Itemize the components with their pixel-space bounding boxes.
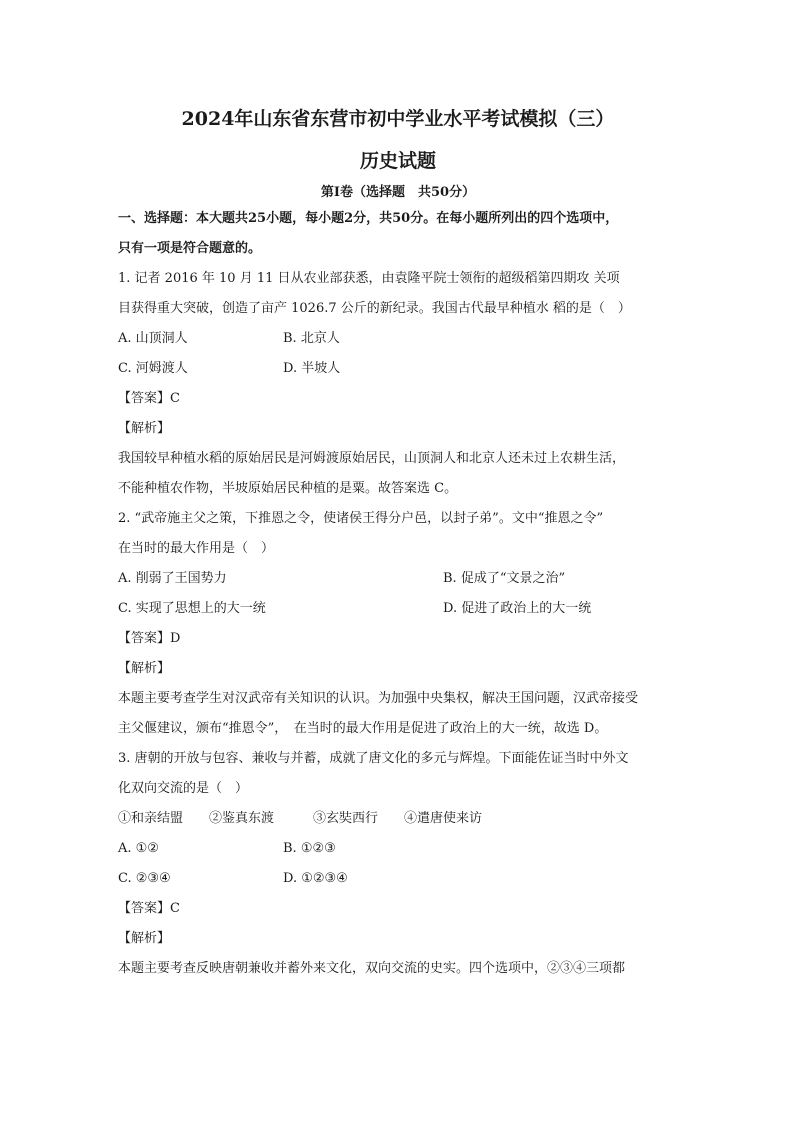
exam-subtitle: 历史试题 <box>359 150 436 172</box>
exam-title: 2024年山东省东营市初中学业水平考试模拟（三） <box>181 108 615 130</box>
instruction-line: 只有一项是符合题意的。 <box>118 241 262 256</box>
option-a: A. 削弱了王国势力 <box>118 571 227 586</box>
analysis-text: 我国较早种植水稻的原始居民是河姆渡原始居民，山顶洞人和北京人还未过上农耕生活， <box>118 451 626 466</box>
question-stem: 1. 记者 2016 年 10 月 11 日从农业部获悉，由袁隆平院士领衔的超级稻第四期攻 关项 <box>118 271 620 286</box>
question-stem: 在当时的最大作用是（ ） <box>118 541 275 556</box>
option-c: C. 实现了思想上的大一统 <box>118 601 266 616</box>
question-stem: 化双向交流的是（ ） <box>118 781 249 796</box>
question-items: ①和亲结盟 ②鉴真东渡 ③玄奘西行 ④遣唐使来访 <box>118 811 483 826</box>
question-3 <box>118 744 678 984</box>
question-stem: 3. 唐朝的开放与包容、兼收与并蓄，成就了唐文化的多元与辉煌。下面能佐证当时中外文 <box>118 751 629 766</box>
instructions <box>118 204 678 264</box>
option-c: C. 河姆渡人 <box>118 361 188 376</box>
answer-label: 【答案】C <box>118 901 180 916</box>
question-2 <box>118 504 678 744</box>
question-stem: 目获得重大突破，创造了亩产 1026.7 公斤的新纪录。我国古代最早种植水 稻的是（ ） <box>118 301 631 316</box>
option-b: B. ①②③ <box>283 841 336 856</box>
analysis-text: 本题主要考查学生对汉武帝有关知识的认识。为加强中央集权，解决王国问题，汉武帝接受 <box>118 691 639 706</box>
answer-label: 【答案】D <box>118 631 181 646</box>
analysis-label: 【解析】 <box>118 661 171 676</box>
page-content <box>118 106 678 984</box>
question-1 <box>118 264 678 504</box>
answer-label: 【答案】C <box>118 391 180 406</box>
option-d: D. ①②③④ <box>283 871 348 886</box>
option-d: D. 促进了政治上的大一统 <box>443 601 592 616</box>
option-row <box>118 564 678 594</box>
option-d: D. 半坡人 <box>283 361 341 376</box>
option-c: C. ②③④ <box>118 871 171 886</box>
analysis-label: 【解析】 <box>118 931 171 946</box>
option-b: B. 北京人 <box>283 331 340 346</box>
option-b: B. 促成了“文景之治” <box>443 571 566 586</box>
question-stem: 2. “武帝施主父之策，下推恩之令，使诸侯王得分户邑，以封子弟”。文中“推恩之令” <box>118 511 604 526</box>
analysis-text: 主父偃建议，颁布“推恩令”， 在当时的最大作用是促进了政治上的大一统，故选 D。 <box>118 721 608 736</box>
section-heading: 第Ⅰ卷（选择题 共50分） <box>320 185 476 200</box>
option-row <box>118 354 678 384</box>
option-row <box>118 864 678 894</box>
option-a: A. ①② <box>118 841 159 856</box>
option-row <box>118 834 678 864</box>
analysis-text: 本题主要考查反映唐朝兼收并蓄外来文化，双向交流的史实。四个选项中，②③④三项都 <box>118 961 626 976</box>
option-a: A. 山顶洞人 <box>118 331 188 346</box>
analysis-text: 不能种植农作物，半坡原始居民种植的是粟。故答案选 C。 <box>118 481 458 496</box>
option-row <box>118 594 678 624</box>
instruction-line: 一、选择题：本大题共25小题，每小题2分，共50分。在每小题所列出的四个选项中， <box>118 211 619 226</box>
option-row <box>118 324 678 354</box>
analysis-label: 【解析】 <box>118 421 171 436</box>
